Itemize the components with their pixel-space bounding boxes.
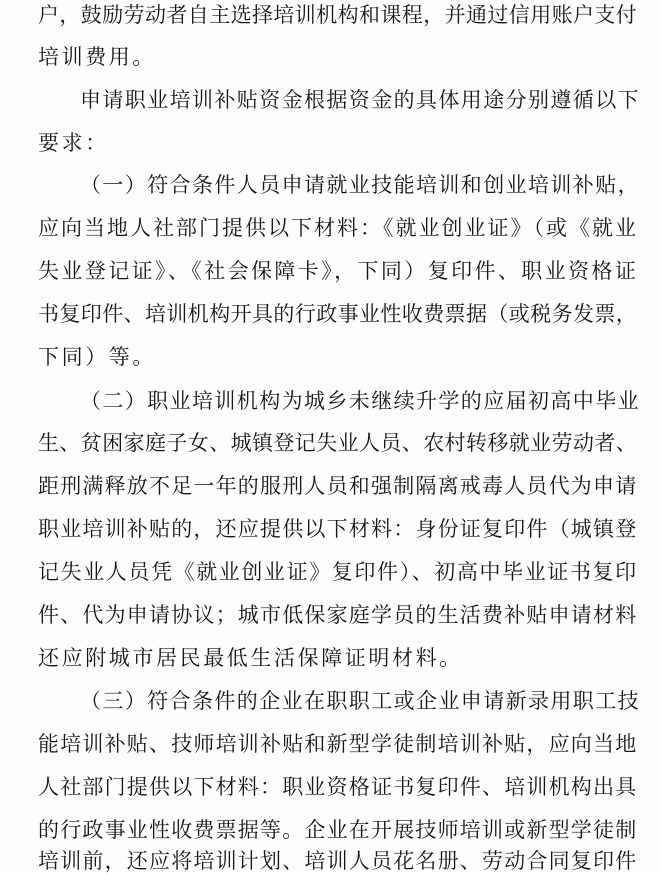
text-line: 距刑满释放不足一年的服刑人员和强制隔离戒毒人员代为申请 (38, 474, 638, 498)
text-line: 人社部门提供以下材料：职业资格证书复印件、培训机构出具 (38, 775, 638, 799)
text-line: 能培训补贴、技师培训补贴和新型学徒制培训补贴，应向当地 (38, 732, 638, 756)
text-line: 记失业人员凭《就业创业证》复印件）、初高中毕业证书复印 (38, 560, 638, 584)
text-line: 培训费用。 (38, 45, 156, 69)
text-line: （一）符合条件人员申请就业技能培训和创业培训补贴， (80, 173, 640, 197)
text-line: 应向当地人社部门提供以下材料：《就业创业证》（或《就业 (38, 216, 638, 240)
text-line: 件、代为申请协议；城市低保家庭学员的生活费补贴申请材料 (38, 603, 638, 627)
text-line: 培训前，还应将培训计划、培训人员花名册、劳动合同复印件 (38, 849, 638, 873)
text-line: 申请职业培训补贴资金根据资金的具体用途分别遵循以下 (80, 88, 640, 112)
text-line: 失业登记证》、《社会保障卡》，下同）复印件、职业资格证 (38, 259, 639, 283)
text-line: 户，鼓励劳动者自主选择培训机构和课程，并通过信用账户支付 (38, 3, 638, 27)
text-line: 职业培训补贴的，还应提供以下材料：身份证复印件（城镇登 (38, 517, 638, 541)
text-line: 下同）等。 (38, 345, 156, 369)
text-line: （二）职业培训机构为城乡未继续升学的应届初高中毕业 (80, 389, 640, 413)
text-line: 生、贫困家庭子女、城镇登记失业人员、农村转移就业劳动者、 (38, 431, 638, 455)
text-line: 书复印件、培训机构开具的行政事业性收费票据（或税务发票， (38, 302, 638, 326)
text-line: （三）符合条件的企业在职职工或企业申请新录用职工技 (80, 689, 640, 713)
text-line: 的行政事业性收费票据等。企业在开展技师培训或新型学徒制 (38, 818, 638, 842)
text-line: 要求： (38, 131, 109, 155)
text-line: 还应附城市居民最低生活保障证明材料。 (38, 646, 463, 670)
